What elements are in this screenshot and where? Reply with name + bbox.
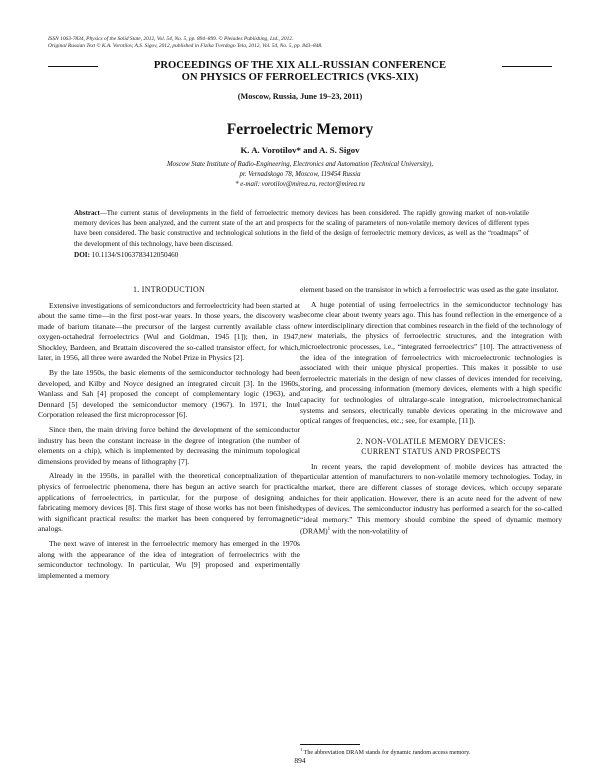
author-email: * e-mail: vorotilov@mirea.ru, rector@mirea.ru [235, 181, 365, 188]
paragraph: Already in the 1950s, in parallel with the theoretical conceptualization of the physics of ferroelectric phenomena, there has begun an active search for practical applications of ferroelectrics, in particular, for the purpose of designing and fabricating memory devices [8]. This first stage of those works has not been finished with significant practical results: the market has been conquered by ferromagnetic analogs. [38, 471, 300, 534]
section-heading-nvm-line2: CURRENT STATUS AND PROSPECTS [361, 447, 501, 457]
abstract-text: —The current status of developments in the field of ferroelectric memory devices has been considered. The rapidly growing market of non-volatile memory devices has been analyzed, and the current state of the art and prospects for the scaling of parameters of non-volatile memory devices of different types have been considered. The basic constructive and technological solutions in the field of the design of ferroelectric memory devices, as well as the “roadmaps” of the development of this technology, have been discussed. [74, 209, 529, 248]
right-column [300, 285, 562, 541]
footnote-rule [300, 744, 360, 745]
journal-header-line2: Original Russian Text © K.A. Vorotilov, A.S. Sigov, 2012, published in Fizika Tverdogo Tela, 2012, Vol. 54, No. 5, pp. 843–848. [48, 43, 323, 49]
section-heading-introduction: 1. INTRODUCTION [132, 285, 205, 294]
doi [74, 251, 178, 259]
journal-header-line1: ISSN 1063-7834, Physics of the Solid State, 2012, Vol. 54, No. 5, pp. 894–899. © Pleiades Publishing, Ltd., 2012. [48, 36, 294, 42]
article-title: Ferroelectric Memory [226, 121, 374, 138]
doi-label: DOI: [74, 251, 90, 259]
doi-value: 10.1134/S1063783412050460 [91, 251, 179, 259]
paragraph: A huge potential of using ferroelectrics in the semiconductor technology has become clear about twenty years ago. This has found reflection in the emergence of a new interdisciplinary direction that combines research in the field of the technology of new materials, the physics of ferroelectric structures, and the integration with microelectronic processes, i.e., “integrated ferroelectrics” [10]. The attractiveness of the idea of the integration of ferroelectrics with microelectronic technologies is associated with their unique physical properties. This makes it possible to use ferroelectric materials in the design of new classes of devices intended for receiving, storing, and processing information (memory devices, elements with a high specific capacity for technologies of ultralarge-scale integration, microelectromechanical systems and sensors, electrically tunable devices operating in the microwave and optical ranges of frequencies, etc.; see, for example, [11]). [300, 299, 562, 426]
page-number: 894 [294, 756, 306, 765]
paragraph: Extensive investigations of semiconductors and ferroelectricity had been started at about the same time—in the first post-war years. In those years, the discovery was made of barium titanate—the precursor of the largest currently available class of oxygen-octahedral ferroelectrics (Wul and Goldman, 1945 [1]); then, in 1947, Shockley, Bardeen, and Brattain discovered the so-called transistor effect, for which, later, in 1956, all three were awarded the Nobel Prize in Physics [2]. [38, 300, 300, 363]
journal-header [48, 36, 568, 50]
paragraph: The next wave of interest in the ferroelectric memory has emerged in the 1970s along with the appearance of the idea of integration of ferroelectrics with the semiconductor technology. In particular, Wu [9] proposed and experimentally implemented a memory [38, 538, 300, 580]
conference-line1: PROCEEDINGS OF THE XIX ALL-RUSSIAN CONFERENCE [153, 60, 447, 71]
conference-place-date: (Moscow, Russia, June 19–23, 2011) [237, 92, 363, 101]
section-heading-nvm-line1: 2. NON-VOLATILE MEMORY DEVICES: [356, 436, 506, 446]
article-authors: K. A. Vorotilov* and A. S. Sigov [240, 145, 360, 155]
affiliation [60, 160, 540, 190]
abstract [74, 208, 529, 249]
conference-line2: ON PHYSICS OF FERROELECTRICS (VKS-XIX) [181, 72, 419, 83]
footnote-mark: 1 [300, 747, 303, 752]
paragraph-text-end: with the non-volatility of [330, 526, 408, 536]
paragraph: Since then, the main driving force behind the development of the semiconductor industry has been the constant increase in the degree of integration (the number of elements on a chip), which is implemented by decreasing the minimum topological dimensions provided by means of lithography [7]. [38, 425, 300, 466]
paragraph-continued: element based on the transistor in which a ferroelectric was used as the gate insulator. [300, 285, 559, 294]
header-rule-left [48, 66, 98, 67]
affiliation-line1: Moscow State Institute of Radio-Engineering, Electronics and Automation (Technical University), [166, 161, 434, 168]
footnote-text: The abbreviation DRAM stands for dynamic random access memory. [303, 750, 471, 756]
footnote-ref[interactable]: 1 [327, 527, 331, 533]
conference-heading [100, 60, 500, 101]
abstract-label: Abstract [74, 209, 100, 217]
paragraph: By the late 1950s, the basic elements of the semiconductor technology had been developed, and Kilby and Noyce designed an integrated circuit [3]. In the 1960s, Wanlass and Sah [4] proposed the concept of complementary logic (1963), and Dennard [5] developed the semiconductor memory (1967). In 1971, the Intel Corporation released the first microprocessor [6]. [38, 368, 300, 420]
header-rule-right [502, 66, 552, 67]
paragraph [300, 462, 562, 538]
paragraph-text: In recent years, the rapid development of mobile devices has attracted the particular attention of manufacturers to non-volatile memory technologies. Today, in the market, there are different classes of storage devices, which occupy separate niches for their application. However, there is an acute need for the advent of new types of devices. The semiconductor industry has performed a search for the so-called “ideal memory.” This memory should combine the speed of dynamic memory (DRAM) [300, 461, 562, 536]
left-column [38, 285, 300, 585]
affiliation-line2: pr. Vernadskogo 78, Moscow, 119454 Russia [239, 171, 361, 178]
